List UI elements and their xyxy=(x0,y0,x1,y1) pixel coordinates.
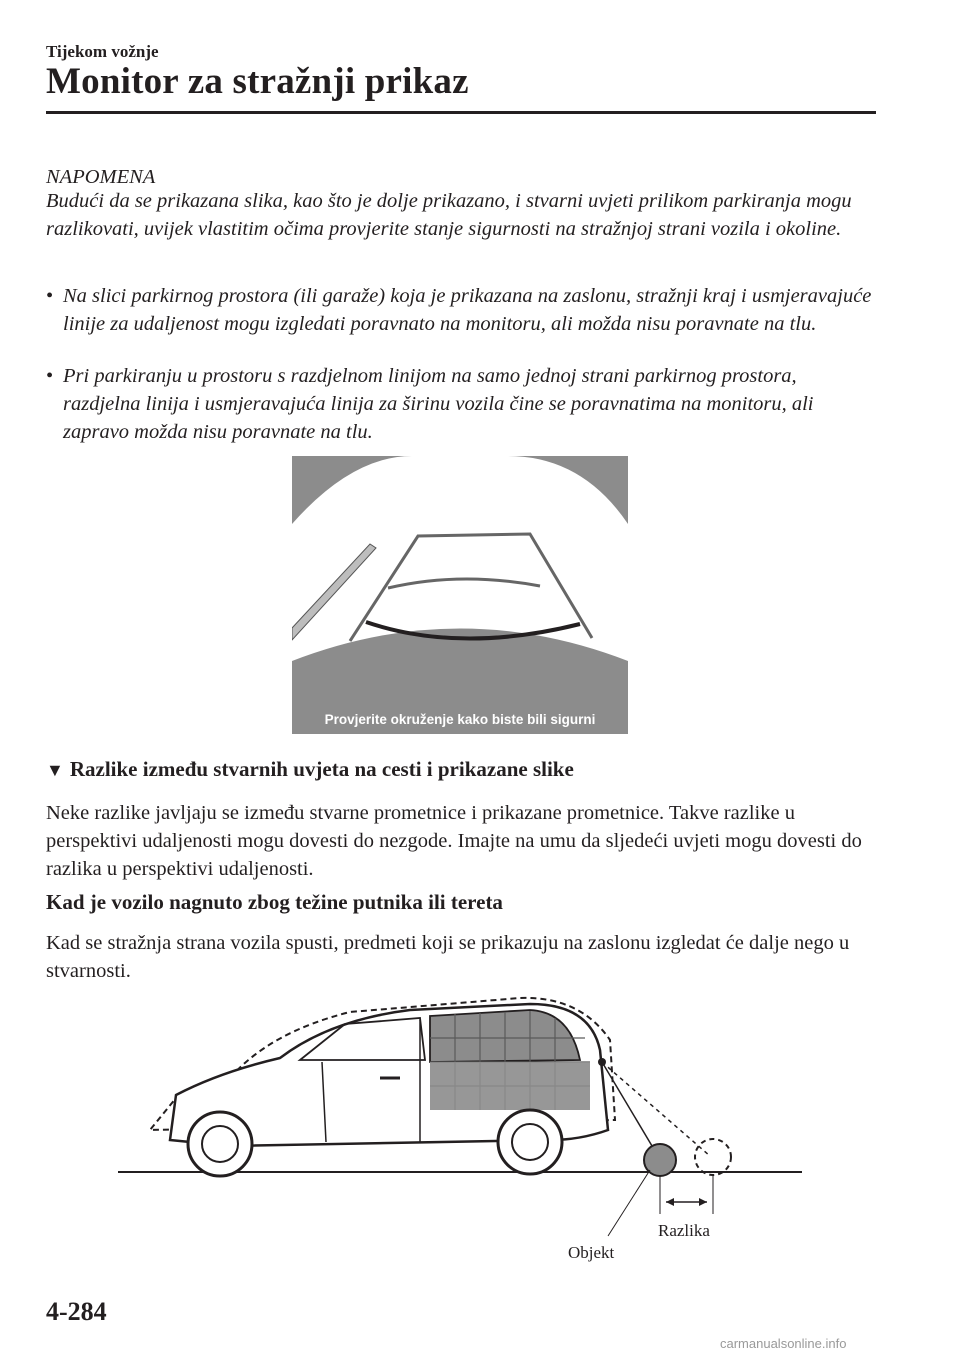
section-heading xyxy=(46,757,574,782)
title-rule xyxy=(46,111,876,114)
arrow-head-right-icon xyxy=(699,1198,707,1206)
note-heading: NAPOMENA xyxy=(46,166,156,188)
displayed-sight-line xyxy=(602,1062,710,1156)
apparent-object-icon xyxy=(695,1139,731,1175)
object-label: Objekt xyxy=(568,1243,615,1262)
object-leader-line xyxy=(608,1170,650,1236)
rear-camera-view-illustration xyxy=(292,456,628,734)
page-number: 4-284 xyxy=(46,1297,107,1326)
arrow-head-left-icon xyxy=(666,1198,674,1206)
bullet-text: Na slici parkirnog prostora (ili garaže) koja je prikazana na zaslonu, stražnji kraj i usmjeravajuće linije za udaljenost mogu izgledati poravnato na monitoru, ali možda nisu poravnate na tlu. xyxy=(63,285,872,335)
section-paragraph: Neke razlike javljaju se između stvarne prometnice i prikazane prometnice. Takve razlike u perspektivi udaljenosti mogu dovesti do nezgode. Imajte na umu da sljedeći uvjeti mogu dovesti do razlika u perspektivi udaljenosti. xyxy=(46,802,862,880)
note-body: Budući da se prikazana slika, kao što je dolje prikazano, i stvarni uvjeti prilikom parkiranja mogu razlikovati, uvijek vlastitim očima provjerite stanje sigurnosti na stražnjoj strani vozila i okoline. xyxy=(46,190,852,240)
chapter-label: Tijekom vožnje xyxy=(46,42,159,61)
bullet-text: Pri parkiranju u prostoru s razdjelnom linijom na samo jednoj strani parkirnog prostora, razdjelna linija i usmjeravajuća linija za širinu vozila čine se poravnatima na monitoru, ali zapravo možda nisu poravnate na tlu. xyxy=(63,365,814,443)
bullet-dot-icon: • xyxy=(46,285,54,307)
subheading: Kad je vozilo nagnuto zbog težine putnika ili tereta xyxy=(46,890,503,914)
difference-label: Razlika xyxy=(658,1221,710,1240)
section-heading-text: Razlike između stvarnih uvjeta na cesti i prikazane slike xyxy=(69,757,574,781)
camera-caption: Provjerite okruženje kako biste bili sigurni xyxy=(324,712,596,727)
page-title: Monitor za stražnji prikaz xyxy=(46,61,469,102)
footer-watermark: carmanualsonline.info xyxy=(720,1336,847,1351)
sub-paragraph: Kad se stražnja strana vozila spusti, predmeti koji se prikazuju na zaslonu izgledat će dalje nego u stvarnosti. xyxy=(46,932,850,982)
bullet-dot-icon: • xyxy=(46,365,54,387)
triangle-marker-icon: ▼ xyxy=(46,760,64,780)
front-wheel xyxy=(188,1112,252,1176)
cargo-lower xyxy=(430,1062,590,1110)
actual-sight-line xyxy=(602,1062,658,1156)
tilted-vehicle-diagram xyxy=(110,980,810,1270)
rear-wheel xyxy=(498,1110,562,1174)
